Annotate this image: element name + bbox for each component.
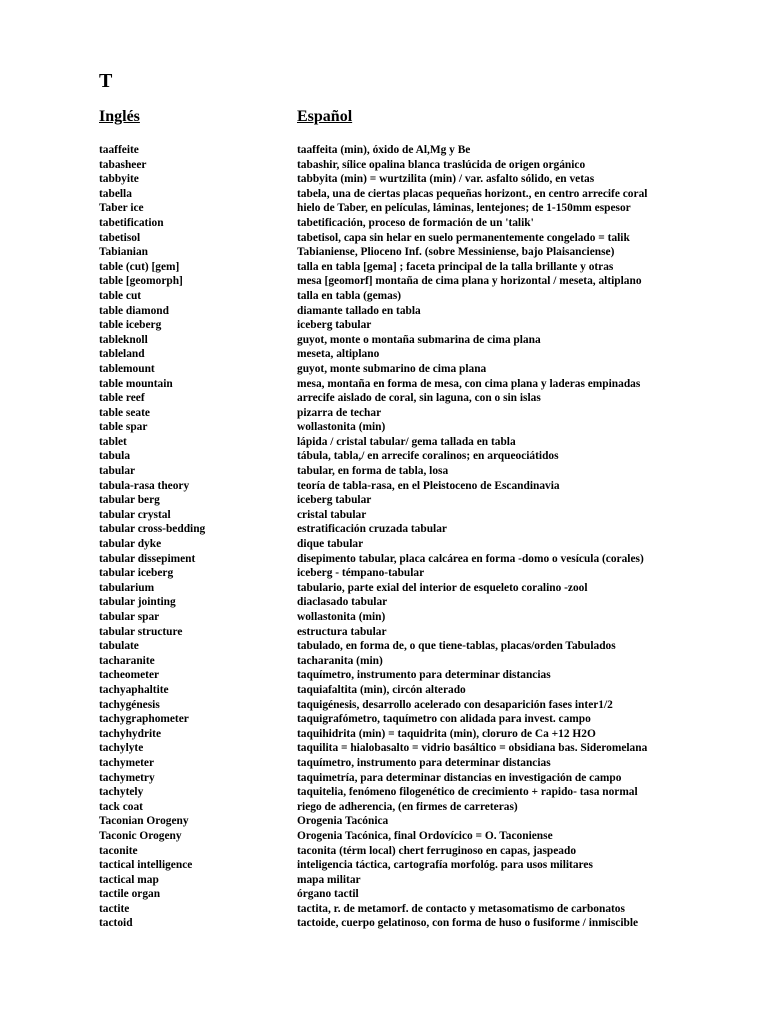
spanish-definition: tabulado, en forma de, o que tiene-tablas, placas/orden Tabulados [297, 640, 616, 653]
english-term: tactical intelligence [99, 859, 193, 872]
spanish-definition: Orogenia Tacónica, final Ordovícico = O. Taconiense [297, 829, 553, 842]
glossary-entry [99, 333, 739, 348]
glossary-entry [99, 552, 739, 567]
spanish-definition: Tabianiense, Plioceno Inf. (sobre Messiniense, bajo Plaisanciense) [297, 246, 615, 259]
glossary-entry [99, 289, 739, 304]
spanish-definition: meseta, altiplano [297, 348, 380, 361]
english-term: tachygénesis [99, 698, 160, 711]
spanish-definition: taquímetro, instrumento para determinar distancias [297, 669, 551, 682]
spanish-definition: tabetificación, proceso de formación de un 'talik' [297, 216, 534, 229]
english-term: tabula [99, 450, 131, 463]
english-term: table cut [99, 289, 142, 302]
glossary-entry [99, 814, 739, 829]
english-term: tabetisol [99, 231, 141, 244]
english-term: tabular crystal [99, 508, 171, 521]
english-term: table iceberg [99, 319, 162, 332]
spanish-definition: riego de adherencia, (en firmes de carreteras) [297, 800, 518, 813]
spanish-definition: mesa, montaña en forma de mesa, con cima plana y laderas empinadas [297, 377, 641, 390]
english-term: tacheometer [99, 669, 160, 682]
spanish-definition: teoría de tabla-rasa, en el Pleistoceno de Escandinavia [297, 479, 560, 492]
english-term: tabular berg [99, 494, 160, 507]
spanish-definition: taconita (térm local) chert ferruginoso en capas, jaspeado [297, 844, 577, 857]
glossary-entry [99, 639, 739, 654]
spanish-definition: dique tabular [297, 538, 364, 551]
spanish-definition: taquigrafómetro, taquímetro con alidada para invest. campo [297, 713, 591, 726]
spanish-definition: taquigénesis, desarrollo acelerado con desaparición fases inter1/2 [297, 698, 613, 711]
english-term: tabular iceberg [99, 567, 174, 580]
english-term: tabular dissepiment [99, 552, 196, 565]
english-term: tabular spar [99, 611, 160, 623]
glossary-entry [99, 683, 739, 698]
glossary-entry [99, 522, 739, 537]
english-term: table [geomorph] [99, 275, 183, 288]
spanish-definition: taaffeita (min), óxido de Al,Mg y Be [297, 144, 471, 156]
spanish-definition: talla en tabla (gemas) [297, 289, 402, 302]
spanish-definition: tabashir, sílice opalina blanca traslúcida de origen orgánico [297, 158, 586, 171]
glossary-entry [99, 771, 739, 786]
english-term: tachyhydrite [99, 727, 162, 740]
glossary-entry [99, 537, 739, 552]
spanish-definition: talla en tabla [gema] ; faceta principal de la talla brillante y otras [297, 260, 614, 273]
english-term: tactite [99, 902, 130, 915]
glossary-entry [99, 887, 739, 902]
english-term: tableland [99, 348, 145, 361]
spanish-definition: hielo de Taber, en películas, láminas, lentejones; de 1-150mm espesor [297, 202, 631, 215]
english-term: tabular [99, 465, 136, 478]
english-term: table seate [99, 406, 150, 419]
english-term: tabulate [99, 640, 139, 653]
glossary-entry [99, 858, 739, 873]
glossary-entry [99, 464, 739, 479]
spanish-definition: tabular, en forma de tabla, losa [297, 465, 449, 478]
glossary-entry [99, 566, 739, 581]
glossary-entry [99, 727, 739, 742]
spanish-definition: inteligencia táctica, cartografía morfológ. para usos militares [297, 859, 593, 872]
english-term: tachyaphaltite [99, 683, 169, 696]
glossary-entry [99, 231, 739, 246]
glossary-entry [99, 902, 739, 917]
column-header-spanish: Español [297, 108, 353, 125]
english-term: tableknoll [99, 333, 148, 346]
spanish-definition: estructura tabular [297, 625, 387, 638]
glossary-entry [99, 406, 739, 421]
spanish-definition: cristal tabular [297, 508, 367, 521]
spanish-definition: wollastonita (min) [297, 421, 386, 434]
glossary-list [99, 143, 739, 931]
english-term: tachygraphometer [99, 713, 189, 726]
spanish-definition: guyot, monte o montaña submarina de cima plana [297, 333, 541, 346]
glossary-entry [99, 610, 739, 625]
english-term: tabella [99, 187, 132, 200]
spanish-definition: taquiafaltita (min), circón alterado [297, 683, 466, 696]
glossary-entry [99, 625, 739, 640]
glossary-entry [99, 172, 739, 187]
english-term: table reef [99, 392, 145, 405]
glossary-entry [99, 581, 739, 596]
section-letter: T [99, 70, 113, 92]
english-term: tabasheer [99, 158, 147, 171]
spanish-definition: taquímetro, instrumento para determinar distancias [297, 756, 551, 769]
spanish-definition: taquitelia, fenómeno filogenético de crecimiento + rapido- tasa normal [297, 786, 638, 799]
spanish-definition: diamante tallado en tabla [297, 304, 421, 317]
glossary-entry [99, 420, 739, 435]
glossary-entry [99, 245, 739, 260]
english-term: tactoid [99, 917, 133, 930]
glossary-entry [99, 158, 739, 173]
glossary-entry [99, 829, 739, 844]
english-term: tachymetry [99, 771, 155, 784]
spanish-definition: pizarra de techar [297, 406, 382, 419]
spanish-definition: iceberg tabular [297, 319, 372, 332]
spanish-definition: mapa militar [297, 873, 361, 886]
english-term: tablet [99, 435, 127, 448]
english-term: tactical map [99, 873, 159, 886]
glossary-entry [99, 362, 739, 377]
english-term: taconite [99, 844, 138, 857]
english-term: table (cut) [gem] [99, 260, 180, 273]
english-term: tabularium [99, 581, 155, 594]
english-term: table diamond [99, 304, 169, 317]
glossary-entry [99, 318, 739, 333]
glossary-entry [99, 216, 739, 231]
glossary-entry [99, 712, 739, 727]
glossary-entry [99, 435, 739, 450]
english-term: tabular structure [99, 625, 183, 638]
glossary-entry [99, 873, 739, 888]
english-term: table mountain [99, 377, 173, 390]
english-term: tabular dyke [99, 538, 162, 551]
glossary-entry [99, 668, 739, 683]
glossary-entry [99, 274, 739, 289]
spanish-definition: estratificación cruzada tabular [297, 523, 447, 536]
spanish-definition: mesa [geomorf] montaña de cima plana y horizontal / meseta, altiplano [297, 275, 642, 288]
glossary-entry [99, 595, 739, 610]
glossary-entry [99, 187, 739, 202]
english-term: tabula-rasa theory [99, 479, 190, 492]
spanish-definition: taquihidrita (min) = taquidrita (min), cloruro de Ca +12 H2O [297, 727, 596, 740]
english-term: Taber ice [99, 202, 144, 215]
spanish-definition: tactita, r. de metamorf. de contacto y metasomatismo de carbonatos [297, 902, 625, 915]
glossary-entry [99, 654, 739, 669]
spanish-definition: órgano tactil [297, 888, 359, 901]
glossary-entry [99, 508, 739, 523]
glossary-entry [99, 143, 739, 158]
spanish-definition: tábula, tabla,/ en arrecife coralinos; en arqueociátidos [297, 450, 559, 463]
spanish-definition: iceberg - témpano-tabular [297, 567, 425, 580]
spanish-definition: lápida / cristal tabular/ gema tallada en tabla [297, 435, 516, 448]
english-term: Tabianian [99, 246, 148, 259]
glossary-entry [99, 304, 739, 319]
english-term: Taconic Orogeny [99, 829, 182, 842]
english-term: tabetification [99, 216, 164, 229]
english-term: tachylyte [99, 742, 144, 755]
spanish-definition: iceberg tabular [297, 494, 372, 507]
glossary-entry [99, 391, 739, 406]
glossary-entry [99, 756, 739, 771]
spanish-definition: taquilita = hialobasalto = vidrio basáltico = obsidiana bas. Sideromelana [297, 742, 648, 755]
english-term: tachytely [99, 786, 144, 799]
glossary-entry [99, 260, 739, 275]
english-term: tabular jointing [99, 596, 176, 609]
spanish-definition: diaclasado tabular [297, 596, 388, 609]
english-term: taaffeite [99, 144, 139, 156]
english-term: tacharanite [99, 654, 155, 667]
spanish-definition: wollastonita (min) [297, 611, 386, 623]
glossary-entry [99, 800, 739, 815]
glossary-entry [99, 377, 739, 392]
spanish-definition: tactoide, cuerpo gelatinoso, con forma de huso o fusiforme / inmiscible [297, 917, 639, 930]
spanish-definition: tabulario, parte exial del interior de esqueleto coralino -zool [297, 581, 588, 594]
english-term: tabbyite [99, 173, 139, 186]
spanish-definition: tabela, una de ciertas placas pequeñas horizont., en centro arrecife coral [297, 187, 648, 200]
spanish-definition: taquimetría, para determinar distancias en investigación de campo [297, 771, 622, 784]
spanish-definition: guyot, monte submarino de cima plana [297, 362, 487, 375]
glossary-entry [99, 449, 739, 464]
spanish-definition: tabetisol, capa sin helar en suelo permanentemente congelado = talik [297, 231, 630, 244]
english-term: tachymeter [99, 756, 155, 769]
spanish-definition: disepimento tabular, placa calcárea en forma -domo o vesícula (corales) [297, 552, 644, 565]
column-header-english: Inglés [99, 108, 140, 125]
english-term: tactile organ [99, 888, 161, 901]
glossary-entry [99, 347, 739, 362]
spanish-definition: tacharanita (min) [297, 654, 383, 667]
english-term: tablemount [99, 362, 155, 375]
spanish-definition: Orogenia Tacónica [297, 815, 389, 828]
english-term: tabular cross-bedding [99, 523, 206, 536]
english-term: Taconian Orogeny [99, 815, 189, 828]
glossary-entry [99, 479, 739, 494]
english-term: table spar [99, 421, 148, 434]
spanish-definition: tabbyita (min) = wurtzilita (min) / var. asfalto sólido, en vetas [297, 173, 595, 186]
spanish-definition: arrecife aislado de coral, sin laguna, con o sin islas [297, 392, 541, 405]
glossary-entry [99, 493, 739, 508]
glossary-entry [99, 916, 739, 931]
glossary-entry [99, 698, 739, 713]
glossary-entry [99, 741, 739, 756]
english-term: tack coat [99, 800, 143, 813]
glossary-entry [99, 201, 739, 216]
glossary-entry [99, 844, 739, 859]
glossary-entry [99, 785, 739, 800]
